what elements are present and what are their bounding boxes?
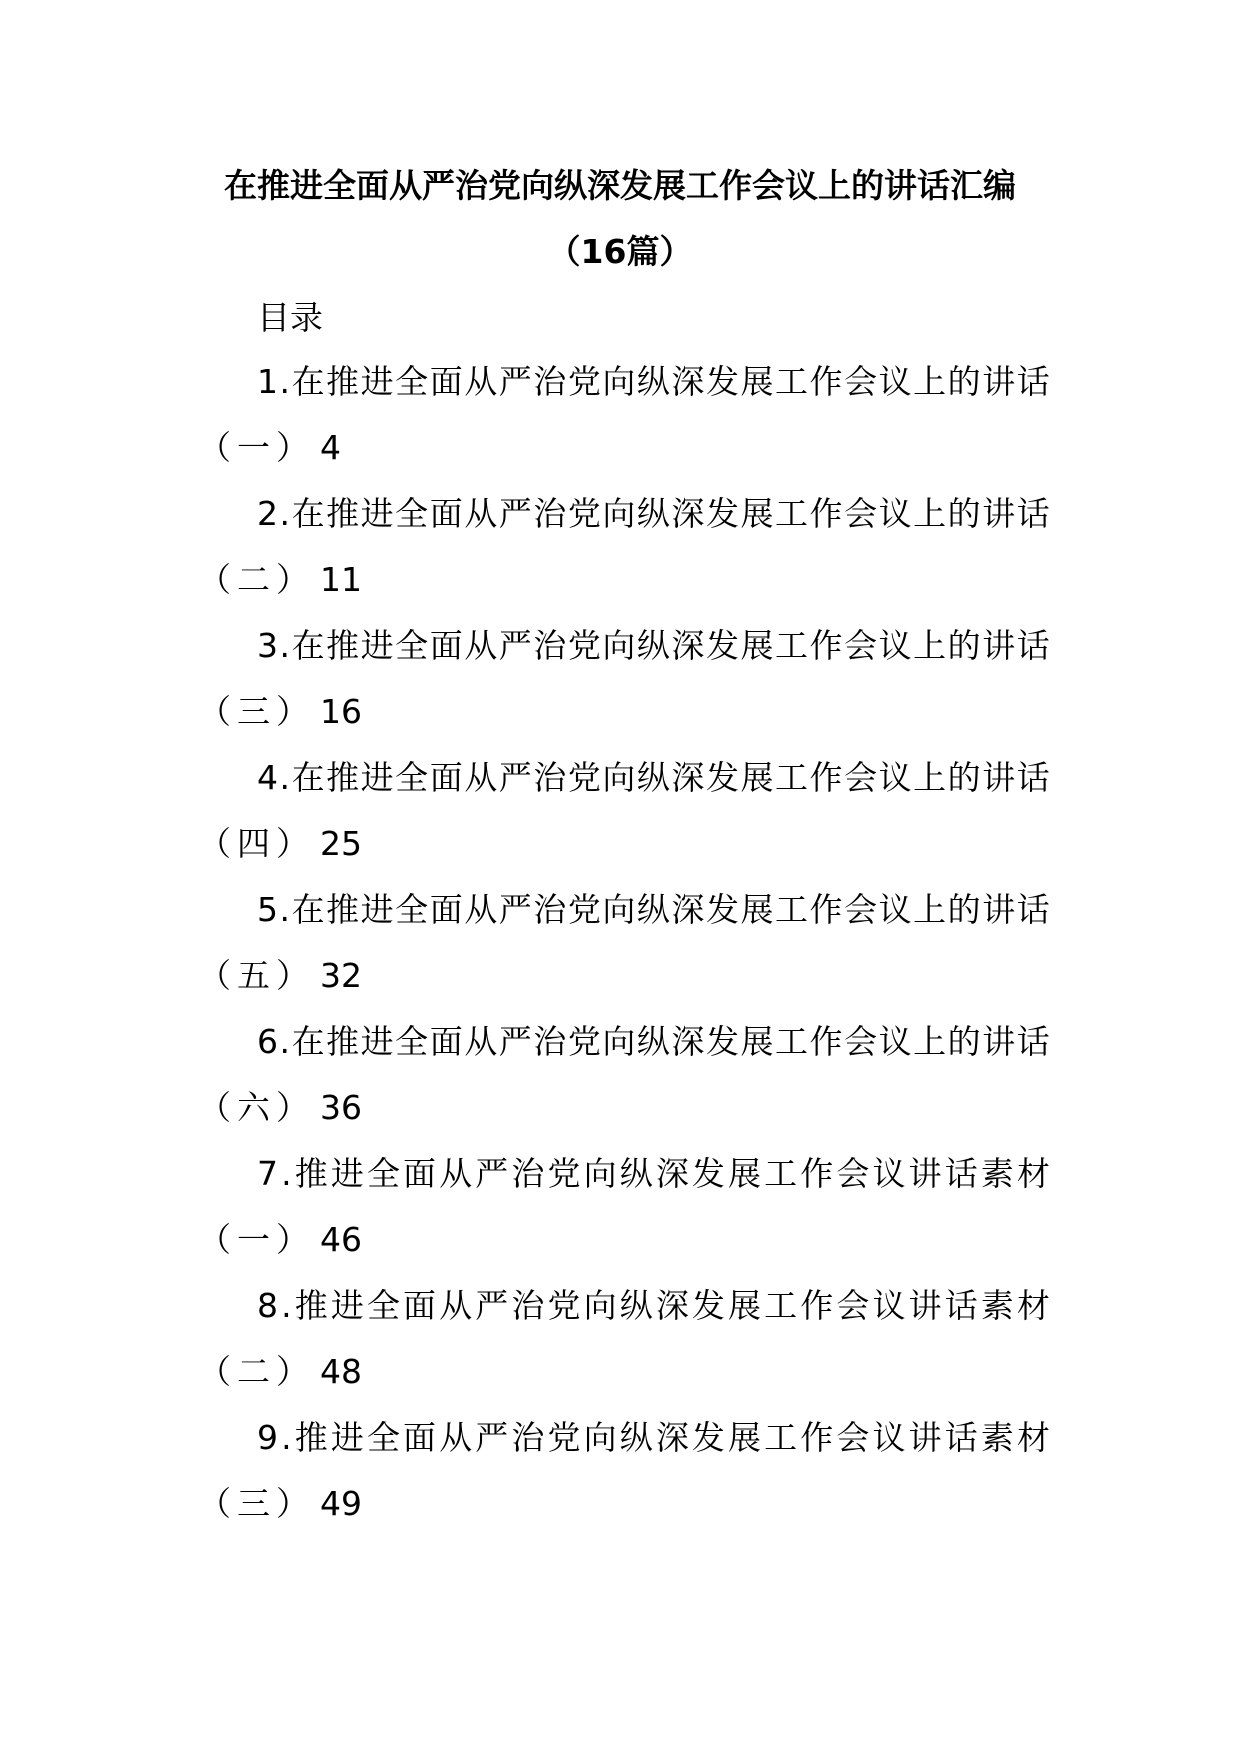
toc-entry-meta <box>198 824 362 864</box>
toc-entry-title: 3 . 在 推 进 全 面 从 严 治 党 向 纵 深 发 展 工 作 会 议 上 的 讲 话 <box>257 626 1050 665</box>
toc-entry[interactable] <box>0 626 1240 758</box>
toc-entry-page-number: 49 <box>320 1484 362 1523</box>
toc-entry-meta <box>198 1352 362 1392</box>
toc-entry-page-number: 25 <box>320 824 362 863</box>
toc-entry[interactable] <box>0 1418 1240 1550</box>
toc-entry-title: 1 . 在 推 进 全 面 从 严 治 党 向 纵 深 发 展 工 作 会 议 上 的 讲 话 <box>257 362 1050 401</box>
toc-entry-title: 7 . 推 进 全 面 从 严 治 党 向 纵 深 发 展 工 作 会 议 讲 话 素 材 <box>257 1154 1050 1193</box>
toc-entry-part: （六） <box>198 1088 315 1127</box>
toc-entry-part: （五） <box>198 956 315 995</box>
table-of-contents <box>0 362 1240 1550</box>
toc-entry[interactable] <box>0 1154 1240 1286</box>
toc-entry-part: （一） <box>198 1220 315 1259</box>
toc-entry-title: 6 . 在 推 进 全 面 从 严 治 党 向 纵 深 发 展 工 作 会 议 上 的 讲 话 <box>257 1022 1050 1061</box>
toc-entry-title: 4 . 在 推 进 全 面 从 严 治 党 向 纵 深 发 展 工 作 会 议 上 的 讲 话 <box>257 758 1050 797</box>
toc-entry-meta <box>198 956 362 996</box>
document-title: 在推进全面从严治党向纵深发展工作会议上的讲话汇编 <box>224 166 1016 205</box>
toc-entry-meta <box>198 692 362 732</box>
toc-entry-title: 8 . 推 进 全 面 从 严 治 党 向 纵 深 发 展 工 作 会 议 讲 话 素 材 <box>257 1286 1050 1325</box>
toc-entry[interactable] <box>0 362 1240 494</box>
toc-entry-meta <box>198 1088 362 1128</box>
toc-entry-part: （四） <box>198 824 315 863</box>
toc-entry-part: （二） <box>198 1352 315 1391</box>
toc-entry[interactable] <box>0 890 1240 1022</box>
toc-entry[interactable] <box>0 494 1240 626</box>
toc-entry-part: （二） <box>198 560 315 599</box>
toc-entry-page-number: 46 <box>320 1220 362 1259</box>
toc-entry-page-number: 11 <box>320 560 362 599</box>
toc-entry-part: （三） <box>198 692 315 731</box>
toc-entry-meta <box>198 560 362 600</box>
toc-entry-part: （三） <box>198 1484 315 1523</box>
toc-entry-part: （一） <box>198 428 315 467</box>
document-subtitle: （16篇） <box>547 232 693 271</box>
toc-entry-meta <box>198 1484 362 1524</box>
toc-entry-page-number: 32 <box>320 956 362 995</box>
toc-entry[interactable] <box>0 758 1240 890</box>
toc-entry[interactable] <box>0 1286 1240 1418</box>
toc-entry-page-number: 16 <box>320 692 362 731</box>
toc-entry-title: 2 . 在 推 进 全 面 从 严 治 党 向 纵 深 发 展 工 作 会 议 上 的 讲 话 <box>257 494 1050 533</box>
toc-entry-meta <box>198 428 341 468</box>
toc-entry-meta <box>198 1220 362 1260</box>
toc-heading: 目录 <box>257 298 323 337</box>
toc-entry-title: 9 . 推 进 全 面 从 严 治 党 向 纵 深 发 展 工 作 会 议 讲 话 素 材 <box>257 1418 1050 1457</box>
toc-entry-page-number: 36 <box>320 1088 362 1127</box>
toc-entry-page-number: 4 <box>320 428 341 467</box>
toc-entry[interactable] <box>0 1022 1240 1154</box>
toc-entry-title: 5 . 在 推 进 全 面 从 严 治 党 向 纵 深 发 展 工 作 会 议 上 的 讲 话 <box>257 890 1050 929</box>
toc-entry-page-number: 48 <box>320 1352 362 1391</box>
